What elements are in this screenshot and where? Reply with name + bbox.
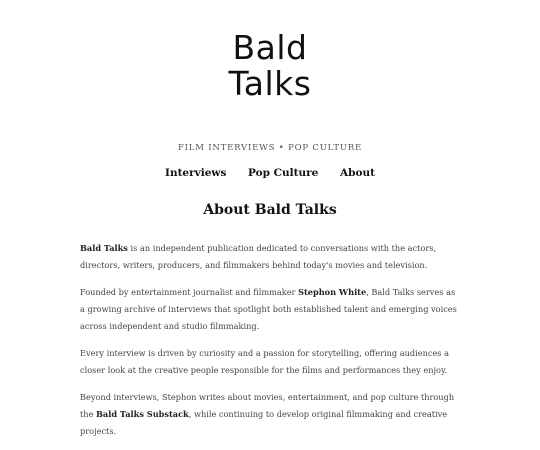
logo-line-1: Bald: [232, 28, 308, 67]
paragraph-2-rest: , Bald Talks serves as a growing archive of interviews that spotlight both established talent and emerging voices across independent and studio filmmaking.: [80, 287, 457, 331]
main-nav: [0, 167, 540, 179]
paragraph-4-rest: , while continuing to develop original filmmaking and creative projects.: [80, 409, 448, 436]
site-logo[interactable]: [0, 30, 540, 102]
page-title: About Bald Talks: [203, 202, 337, 218]
brand-name-bold: Bald Talks: [80, 243, 128, 253]
paragraph-1-text: is an independent publication dedicated to conversations with the actors, directors, writers, producers, and filmmakers behind today's movies and television.: [80, 243, 437, 270]
paragraph-2-start: Founded by entertainment journalist and filmmaker: [80, 287, 299, 297]
about-content: [80, 240, 462, 450]
logo-line-2: Talks: [228, 64, 312, 103]
paragraph-4-start: Beyond interviews, Stephon writes about movies, entertainment, and pop culture through the: [80, 392, 455, 419]
about-paragraph-4: [80, 389, 462, 440]
nav-interviews[interactable]: Interviews: [165, 167, 227, 179]
about-paragraph-1: [80, 240, 462, 274]
substack-name-bold: Bald Talks Substack: [96, 409, 189, 419]
nav-about[interactable]: About: [339, 167, 375, 179]
about-paragraph-2: [80, 284, 462, 335]
founder-name-bold: Stephon White: [298, 287, 367, 297]
site-tagline: FILM INTERVIEWS • POP CULTURE: [177, 143, 363, 153]
about-paragraph-3: Every interview is driven by curiosity and a passion for storytelling, offering audiences a closer look at the creative people responsible for the films and performances they enjoy.: [80, 348, 449, 375]
nav-pop-culture[interactable]: Pop Culture: [248, 167, 319, 179]
